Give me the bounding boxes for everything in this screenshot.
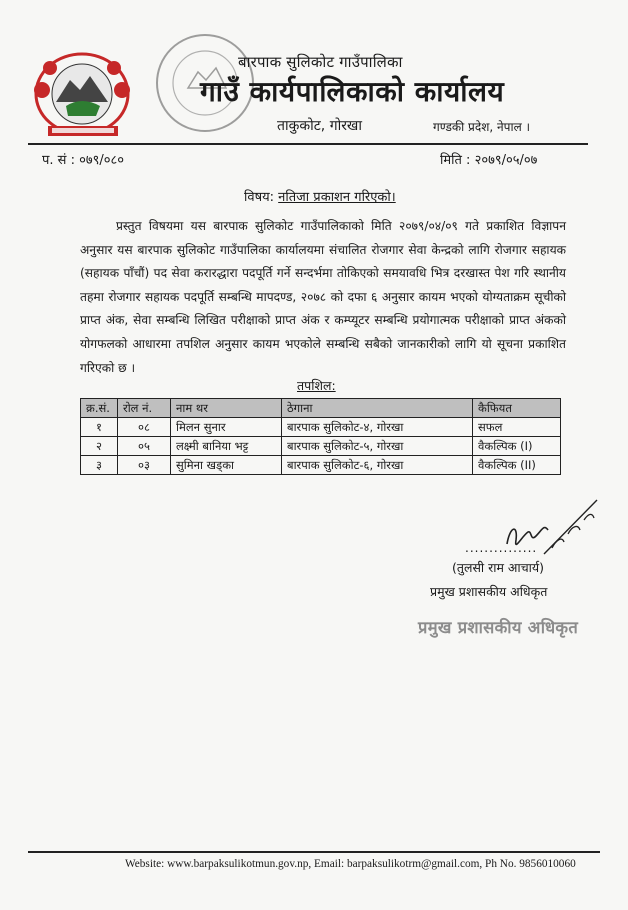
table-cell: सफल	[473, 418, 561, 437]
table-cell: वैकल्पिक (I)	[473, 437, 561, 456]
column-header: ठेगाना	[282, 399, 473, 418]
reference-number	[42, 150, 124, 168]
body-paragraph: प्रस्तुत विषयमा यस बारपाक सुलिकोट गाउँपालिकाको मिति २०७९/०४/०९ गते प्रकाशित विज्ञापन अनुसार यस बारपाक सुलिकोट गाउँपालिका कार्यालयमा संचालित रोजगार सेवा केन्द्रको लागि रोजगार सहायक (सहायक पाँचौं) पद सेवा करारद्धारा पदपूर्ति गर्ने सन्दर्भमा तोकिएको समयावधि भित्र दरखास्त पेश गरि स्थानीय तहमा रोजगार सहायक पदपूर्ति सम्बन्धि मापदण्ड, २०७८ को दफा ६ अनुसार कायम भएको योग्यताक्रम सूचीको प्राप्त अंक, सेवा सम्बन्धि लिखित परीक्षाको प्राप्त अंक र कम्प्यूटर सम्बन्धि प्रयोगात्मक परीक्षाको प्राप्त अंकको योगफलको आधारमा तपशिल अनुसार कायम भएकोले सम्बन्धि सबैको जानकारीको लागि यो सूचना प्रकाशित गरिएको छ ।	[80, 219, 566, 375]
province-label: गण्डकी प्रदेश, नेपाल ।	[433, 120, 531, 134]
column-header: कैफियत	[473, 399, 561, 418]
date-value: २०७९/०५/०७	[474, 153, 538, 168]
table-cell: मिलन सुनार	[171, 418, 282, 437]
table-cell: २	[81, 437, 118, 456]
table-cell: सुमिना खड्का	[171, 456, 282, 475]
municipality-name: बारपाक सुलिकोट गाउँपालिका	[238, 53, 403, 71]
table-heading: तपशिल:	[297, 378, 336, 393]
table-cell: बारपाक सुलिकोट-५, गोरखा	[282, 437, 473, 456]
date-label: मिति :	[440, 153, 471, 168]
table-cell: वैकल्पिक (II)	[473, 456, 561, 475]
office-name-title: गाउँ कार्यपालिकाको कार्यालय	[200, 75, 505, 108]
table-row	[81, 418, 561, 437]
column-header: रोल नं.	[118, 399, 171, 418]
subject-label: विषय:	[244, 190, 275, 205]
designation-stamp: प्रमुख प्रशासकीय अधिकृत	[418, 618, 579, 637]
signatory-title: प्रमुख प्रशासकीय अधिकृत	[430, 584, 548, 599]
ref-label: प. सं :	[42, 153, 75, 168]
footer-contact: Website: www.barpaksulikotmun.gov.np, Email: barpaksulikotrm@gmail.com, Ph No. 9856010060	[125, 858, 576, 870]
nepal-emblem-logo	[30, 50, 135, 142]
signatory-name: (तुलसी राम आचार्य)	[452, 560, 545, 575]
table-row	[81, 456, 561, 475]
table-cell: ३	[81, 456, 118, 475]
table-cell: बारपाक सुलिकोट-६, गोरखा	[282, 456, 473, 475]
table-cell: १	[81, 418, 118, 437]
results-table	[80, 398, 561, 475]
subject-value: नतिजा प्रकाशन गरिएको।	[278, 190, 396, 205]
table-cell: बारपाक सुलिकोट-४, गोरखा	[282, 418, 473, 437]
signature-dots: ...............	[465, 541, 538, 555]
column-header: नाम थर	[171, 399, 282, 418]
letter-date	[440, 150, 537, 168]
table-header-row	[81, 399, 561, 418]
ref-value: ०७९/०८०	[79, 153, 125, 168]
header-divider	[28, 143, 588, 145]
table-cell: ०५	[118, 437, 171, 456]
table-cell: ०३	[118, 456, 171, 475]
office-address: ताकुकोट, गोरखा	[277, 118, 363, 134]
footer-divider	[28, 851, 600, 853]
column-header: क्र.सं.	[81, 399, 118, 418]
subject-line	[244, 187, 396, 205]
table-row	[81, 437, 561, 456]
table-cell: ०८	[118, 418, 171, 437]
table-cell: लक्ष्मी बानिया भट्ट	[171, 437, 282, 456]
